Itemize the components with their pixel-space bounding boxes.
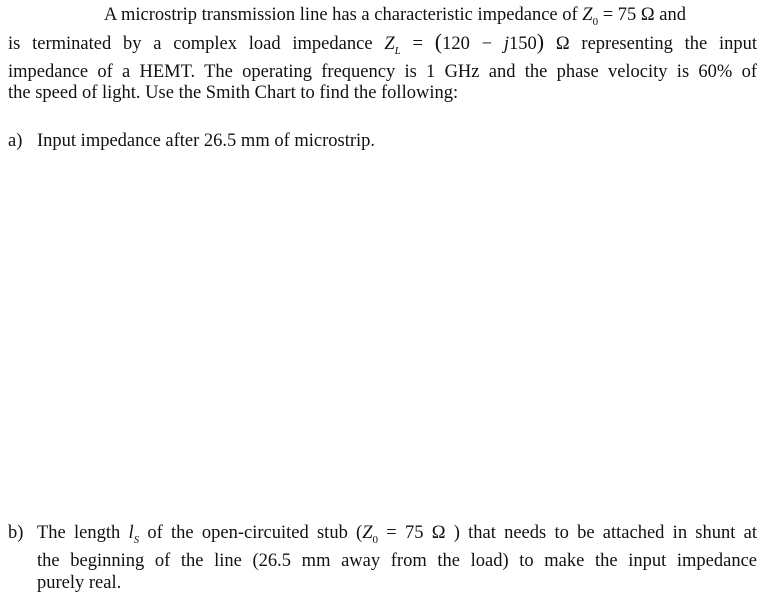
ls-subscript: S	[133, 534, 140, 546]
z0-value: = 75 Ω and	[602, 5, 686, 25]
zl-unit-text: Ω representing the input	[555, 34, 758, 54]
problem-line-4	[8, 82, 458, 104]
zl-subscript: L	[394, 45, 401, 57]
part-b-z0-symbol: Z	[362, 523, 373, 543]
zl-equals: =	[412, 34, 423, 54]
problem-instruction-text: the speed of light. Use the Smith Chart to find the following:	[8, 83, 459, 103]
problem-load-text: is terminated by a complex load impedance	[8, 34, 373, 54]
problem-line-1	[104, 4, 686, 26]
ls-symbol: l	[128, 523, 134, 543]
part-b-line-3-text: purely real.	[37, 573, 122, 593]
part-a-text: Input impedance after 26.5 mm of microstrip.	[37, 131, 376, 151]
part-a-label: a)	[8, 131, 23, 151]
zl-close-paren: )	[536, 29, 545, 54]
problem-line-2	[8, 29, 758, 57]
part-b-length-text: The length	[37, 523, 121, 543]
part-b-line-1	[37, 522, 757, 544]
part-b-z0-subscript: 0	[372, 534, 379, 546]
zl-value-real: 120 −	[442, 34, 493, 54]
problem-line-3	[8, 61, 757, 83]
problem-hemt-text: impedance of a HEMT. The operating frequency is 1 GHz and the phase velocity is 60% of	[8, 62, 757, 82]
part-b-stub-text: of the open-circuited stub (	[147, 523, 363, 543]
zl-symbol: Z	[384, 34, 395, 54]
zl-open-paren: (	[434, 29, 443, 54]
part-b-line-2	[37, 550, 757, 572]
z0-subscript: 0	[592, 16, 599, 28]
part-b-line-3	[37, 572, 121, 594]
part-b-label: b)	[8, 523, 24, 543]
part-b-z0-value: = 75 Ω ) that needs to be attached in shunt at	[386, 523, 757, 543]
z0-symbol: Z	[582, 5, 593, 25]
zl-value-imag: 150	[509, 34, 537, 54]
problem-intro-text: A microstrip transmission line has a characteristic impedance of	[104, 5, 578, 25]
part-b-line-2-text: the beginning of the line (26.5 mm away from the load) to make the input impedance	[37, 551, 757, 571]
zl-imag-unit: j	[503, 34, 510, 54]
